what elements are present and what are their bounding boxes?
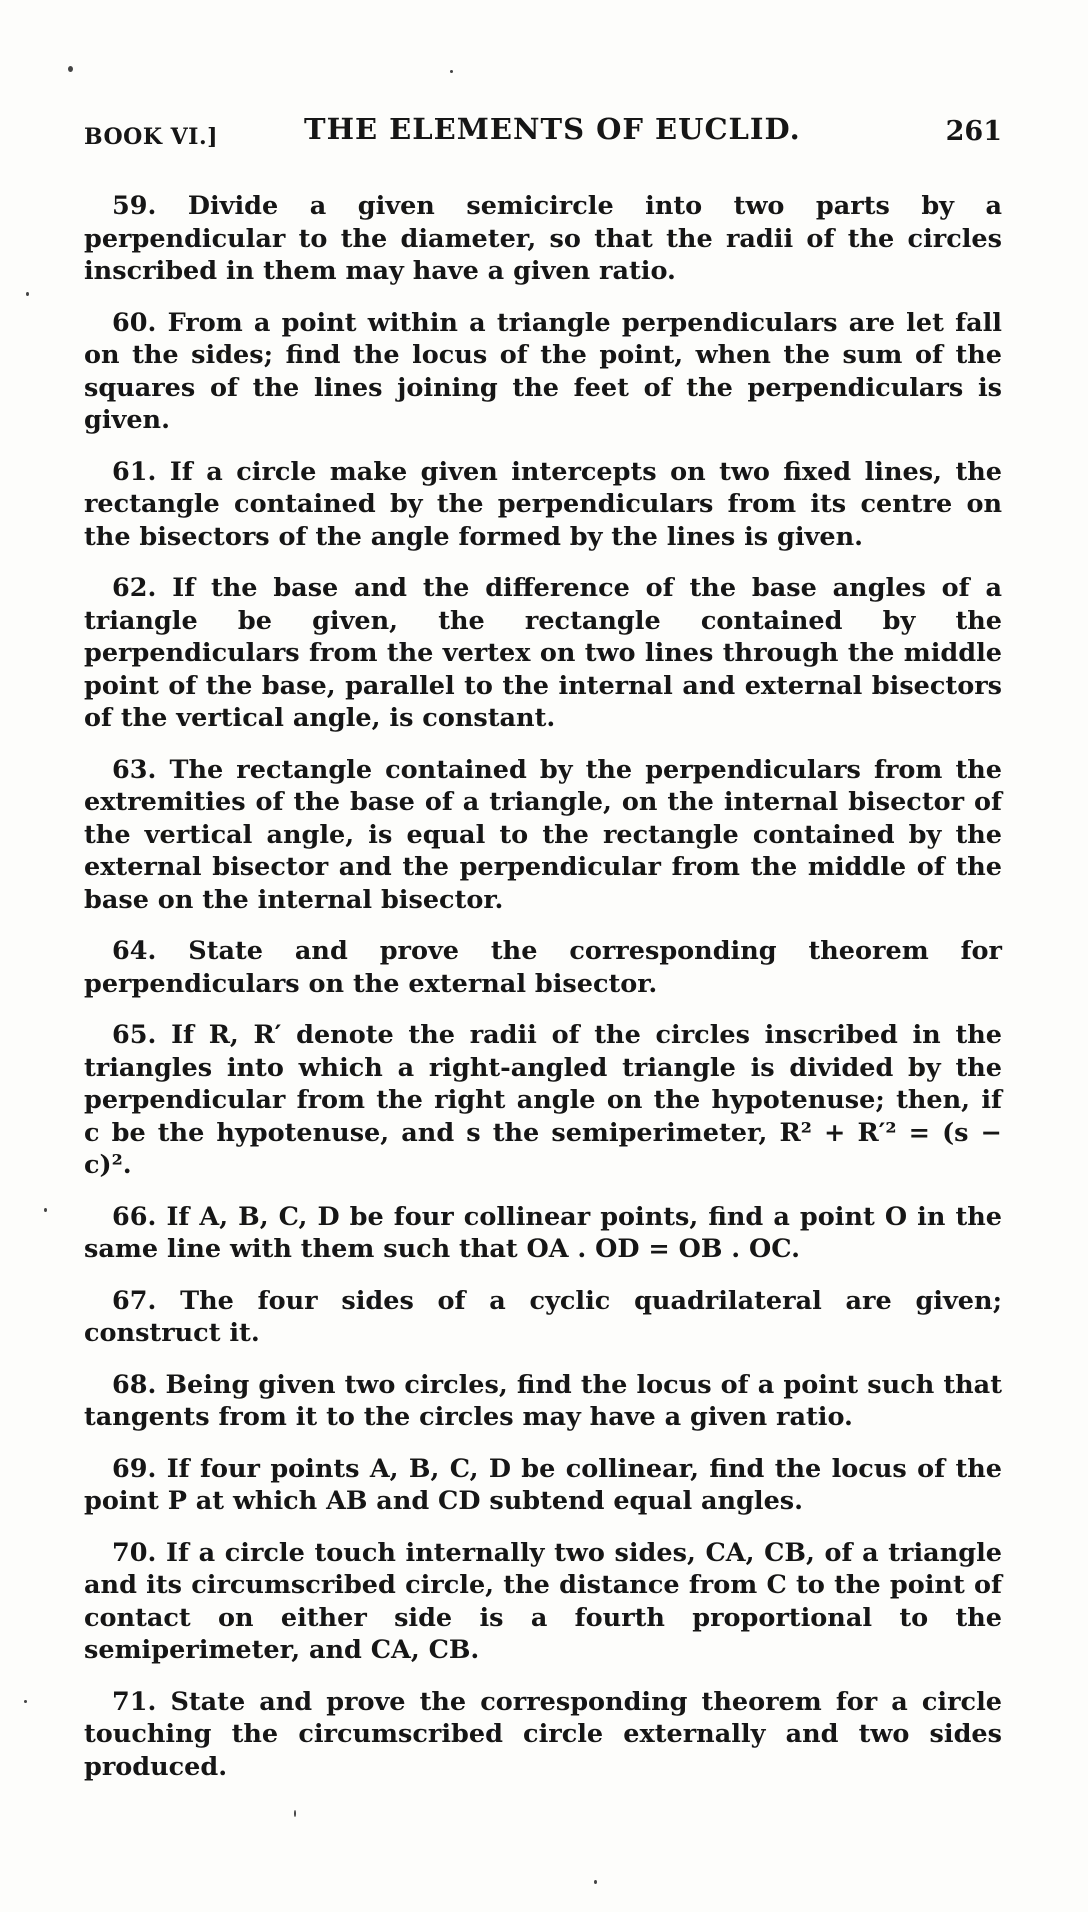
scan-speck [68,66,73,72]
exercise-text: If four points A, B, C, D be collinear, find the locus of the point P at which AB and CD subtend equal angles. [84,1453,1002,1516]
exercise-61 [84,456,1002,554]
scan-speck [24,1700,27,1703]
scan-speck [26,292,29,296]
exercise-text: From a point within a triangle perpendiculars are let fall on the sides; find the locus of the point, when the sum of the squares of the lines joining the feet of the perpendiculars is given. [84,307,1002,435]
exercise-number: 69. [112,1453,157,1484]
exercise-number: 63. [112,754,157,785]
running-header [84,112,1002,158]
exercise-text: If R, R′ denote the radii of the circles inscribed in the triangles into which a right-angled triangle is divided by the perpendicular from the right angle on the hypotenuse; then, if c be the hypotenuse, and s the semiperimeter, R² + R′² = (s − c)². [84,1020,1002,1180]
exercise-text: If a circle make given intercepts on two fixed lines, the rectangle contained by the perpendiculars from its centre on the bisectors of the angle formed by the lines is given. [84,456,1002,552]
exercise-text: If a circle touch internally two sides, CA, CB, of a triangle and its circumscribed circle, the distance from C to the point of contact on either side is a fourth proportional to the semiperimeter, and CA, CB. [84,1537,1002,1665]
exercise-text: The rectangle contained by the perpendiculars from the extremities of the base of a triangle, on the internal bisector of the vertical angle, is equal to the rectangle contained by the external bisector and the perpendicular from the middle of the base on the internal bisector. [84,754,1002,915]
exercise-70 [84,1537,1002,1667]
exercise-text: The four sides of a cyclic quadrilateral are given; construct it. [84,1285,1002,1348]
exercise-text: If the base and the difference of the base angles of a triangle be given, the rectangle contained by the perpendiculars from the vertex on two lines through the middle point of the base, parallel to the internal and external bisectors of the vertical angle, is constant. [84,573,1002,733]
exercise-63 [84,754,1002,917]
scan-speck [294,1810,296,1817]
exercise-number: 59. [112,191,157,221]
page-number: 261 [945,116,1002,147]
page-title: THE ELEMENTS OF EUCLID. [304,112,801,146]
exercise-66 [84,1201,1002,1266]
exercise-62 [84,572,1002,735]
exercise-number: 60. [112,307,157,338]
exercise-64 [84,935,1002,1000]
exercise-number: 66. [112,1201,157,1232]
exercise-65 [84,1019,1002,1182]
exercise-71 [84,1686,1002,1784]
exercise-number: 67. [112,1285,157,1316]
exercise-text: Divide a given semicircle into two parts by a perpendicular to the diameter, so that the radii of the circles inscribed in them may have a given ratio. [84,191,1002,286]
scan-speck [594,1880,597,1884]
exercise-67 [84,1285,1002,1350]
exercise-number: 68. [112,1369,157,1400]
scan-speck [450,70,453,73]
exercise-59 [84,190,1002,288]
exercise-number: 65. [112,1020,157,1050]
exercise-number: 71. [112,1686,157,1717]
exercise-text: State and prove the corresponding theorem for a circle touching the circumscribed circle externally and two sides produced. [84,1686,1002,1782]
exercise-list [84,190,1002,1802]
exercise-68 [84,1369,1002,1434]
exercise-69 [84,1453,1002,1518]
exercise-number: 62. [112,573,157,603]
exercise-text: State and prove the corresponding theorem for perpendiculars on the external bisector. [84,936,1002,999]
exercise-text: If A, B, C, D be four collinear points, find a point O in the same line with them such that OA . OD = OB . OC. [84,1201,1002,1264]
exercise-text: Being given two circles, find the locus of a point such that tangents from it to the circles may have a given ratio. [84,1369,1002,1432]
exercise-60 [84,307,1002,437]
scan-speck [44,1208,47,1212]
exercise-number: 70. [112,1537,157,1568]
book-label: BOOK VI.] [84,124,219,150]
exercise-number: 61. [112,456,157,487]
exercise-number: 64. [112,936,157,966]
